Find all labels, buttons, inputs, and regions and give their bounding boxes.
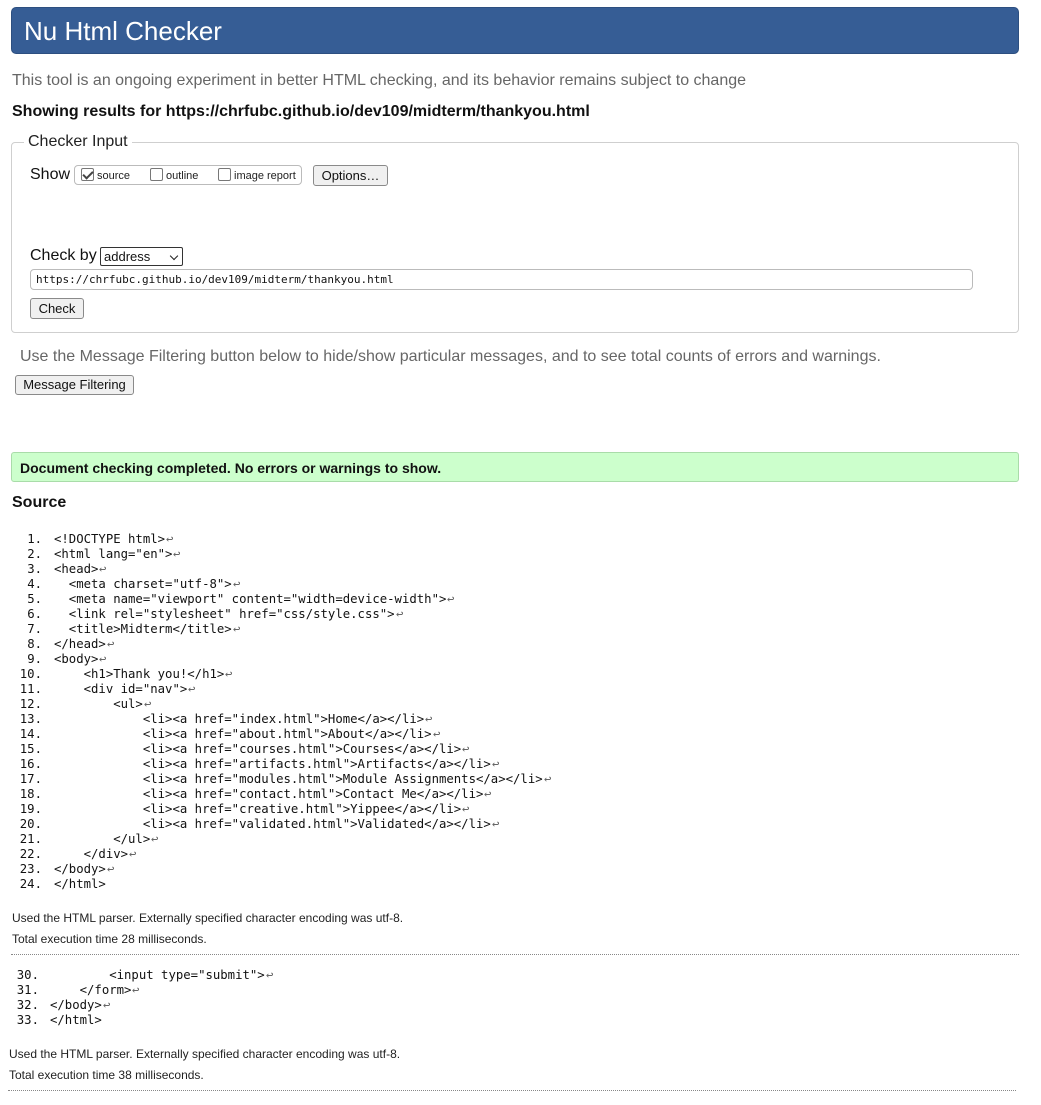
check-by-label: Check by [30, 247, 97, 264]
line-number: 4. [27, 577, 42, 591]
success-message-box [11, 452, 1019, 482]
source-line [0, 637, 700, 652]
line-number: 20. [19, 817, 42, 831]
line-number: 11. [19, 682, 42, 696]
source-line [0, 697, 700, 712]
source-line [0, 862, 700, 877]
results-for-heading: Showing results for https://chrfubc.github.io/dev109/midterm/thankyou.html [12, 103, 590, 120]
source-code-text: <body> [54, 652, 99, 666]
newline-icon: ↩ [266, 968, 274, 982]
source-checkbox[interactable] [81, 168, 94, 181]
newline-icon: ↩ [492, 757, 500, 771]
newline-icon: ↩ [396, 607, 404, 621]
source-line [0, 577, 700, 592]
newline-icon: ↩ [99, 652, 107, 666]
source-line [0, 877, 700, 892]
source-code-text: <ul> [54, 697, 143, 711]
show-options-group [74, 165, 302, 185]
source-code-text: <title>Midterm</title> [54, 622, 232, 636]
source-code-text: <meta name="viewport" content="width=device-width"> [54, 592, 447, 606]
source-code-text: <meta charset="utf-8"> [54, 577, 232, 591]
line-number: 8. [27, 637, 42, 651]
source-code-text: </html> [50, 1013, 102, 1027]
newline-icon: ↩ [544, 772, 552, 786]
source-line [0, 607, 700, 622]
tagline: This tool is an ongoing experiment in better HTML checking, and its behavior remains subject to change [12, 72, 747, 89]
newline-icon: ↩ [188, 682, 196, 696]
check-button[interactable]: Check [30, 298, 84, 319]
source-code-text: </html> [54, 877, 106, 891]
source-code-text: <li><a href="index.html">Home</a></li> [54, 712, 425, 726]
divider [11, 954, 1019, 955]
checker-input-fieldset [11, 133, 1019, 333]
source-checkbox-label[interactable]: source [97, 170, 131, 182]
line-number: 6. [27, 607, 42, 621]
newline-icon: ↩ [233, 622, 241, 636]
source-code-text: <html lang="en"> [54, 547, 173, 561]
source-code-text: <li><a href="contact.html">Contact Me</a></li> [54, 787, 484, 801]
newline-icon: ↩ [425, 712, 433, 726]
newline-icon: ↩ [433, 727, 441, 741]
source-line [0, 532, 700, 547]
newline-icon: ↩ [233, 577, 241, 591]
newline-icon: ↩ [492, 817, 500, 831]
check-by-selected-value: address [104, 249, 151, 264]
line-number: 21. [19, 832, 42, 846]
line-number: 19. [19, 802, 42, 816]
line-number: 3. [27, 562, 42, 576]
success-message: Document checking completed. No errors or warnings to show. [20, 460, 442, 476]
newline-icon: ↩ [462, 802, 470, 816]
newline-icon: ↩ [173, 547, 181, 561]
source-code-text: <head> [54, 562, 99, 576]
line-number: 18. [19, 787, 42, 801]
image-report-checkbox-label[interactable]: image report [234, 170, 296, 182]
newline-icon: ↩ [447, 592, 455, 606]
source-line [0, 802, 700, 817]
url-input[interactable]: https://chrfubc.github.io/dev109/midterm/thankyou.html [30, 269, 973, 290]
divider-secondary [8, 1090, 1016, 1091]
source-line [0, 983, 700, 998]
newline-icon: ↩ [129, 847, 137, 861]
message-filtering-button[interactable]: Message Filtering [15, 375, 134, 395]
source-code-text: </div> [54, 847, 129, 861]
newline-icon: ↩ [151, 832, 159, 846]
source-code-text: <li><a href="creative.html">Yippee</a></li> [54, 802, 462, 816]
source-line [0, 1013, 700, 1028]
line-number: 12. [19, 697, 42, 711]
line-number: 9. [27, 652, 42, 666]
newline-icon: ↩ [462, 742, 470, 756]
newline-icon: ↩ [225, 667, 233, 681]
parser-info-secondary: Used the HTML parser. Externally specified character encoding was utf-8. [9, 1047, 401, 1061]
chevron-down-icon [170, 252, 178, 260]
line-number: 16. [19, 757, 42, 771]
source-line [0, 817, 700, 832]
line-number: 7. [27, 622, 42, 636]
parser-info: Used the HTML parser. Externally specified character encoding was utf-8. [12, 911, 404, 925]
execution-time-secondary: Total execution time 38 milliseconds. [9, 1068, 204, 1082]
line-number: 2. [27, 547, 42, 561]
newline-icon: ↩ [103, 998, 111, 1012]
newline-icon: ↩ [107, 862, 115, 876]
source-line [0, 547, 700, 562]
source-line [0, 622, 700, 637]
line-number: 10. [19, 667, 42, 681]
source-code-text: <input type="submit"> [50, 968, 265, 982]
options-button[interactable]: Options… [313, 165, 388, 186]
source-code-text: </form> [50, 983, 132, 997]
source-code-text: <div id="nav"> [54, 682, 188, 696]
source-line [0, 772, 700, 787]
source-code-text: <h1>Thank you!</h1> [54, 667, 225, 681]
source-line [0, 847, 700, 862]
line-number: 30. [16, 968, 39, 982]
source-line [0, 712, 700, 727]
source-code-text: </head> [54, 637, 106, 651]
source-code-text: <!DOCTYPE html> [54, 532, 166, 546]
source-line [0, 652, 700, 667]
source-code-text: </body> [54, 862, 106, 876]
line-number: 32. [16, 998, 39, 1012]
line-number: 15. [19, 742, 42, 756]
line-number: 1. [27, 532, 42, 546]
source-code-text: </body> [50, 998, 102, 1012]
source-line [0, 682, 700, 697]
source-line [0, 742, 700, 757]
source-line [0, 998, 700, 1013]
source-code-text: <li><a href="about.html">About</a></li> [54, 727, 432, 741]
image-report-checkbox[interactable] [218, 168, 231, 181]
outline-checkbox[interactable] [150, 168, 163, 181]
source-line [0, 757, 700, 772]
source-line [0, 727, 700, 742]
newline-icon: ↩ [132, 983, 140, 997]
message-filtering-note: Use the Message Filtering button below to hide/show particular messages, and to see total counts of errors and warnings. [20, 348, 881, 365]
source-line [0, 667, 700, 682]
line-number: 5. [27, 592, 42, 606]
source-code-text: <li><a href="validated.html">Validated</a></li> [54, 817, 491, 831]
newline-icon: ↩ [484, 787, 492, 801]
source-line [0, 562, 700, 577]
check-by-select[interactable] [100, 247, 183, 266]
line-number: 31. [16, 983, 39, 997]
outline-checkbox-label[interactable]: outline [166, 170, 199, 182]
source-code-text: <li><a href="artifacts.html">Artifacts</a></li> [54, 757, 491, 771]
newline-icon: ↩ [107, 637, 115, 651]
line-number: 14. [19, 727, 42, 741]
source-code-text: <link rel="stylesheet" href="css/style.css"> [54, 607, 395, 621]
execution-time: Total execution time 28 milliseconds. [12, 932, 207, 946]
source-code-text: <li><a href="courses.html">Courses</a></li> [54, 742, 462, 756]
header-banner [11, 7, 1019, 54]
source-line [0, 832, 700, 847]
source-line [0, 787, 700, 802]
show-label: Show [30, 166, 71, 183]
newline-icon: ↩ [99, 562, 107, 576]
source-code-text: </ul> [54, 832, 151, 846]
line-number: 17. [19, 772, 42, 786]
newline-icon: ↩ [166, 532, 174, 546]
line-number: 13. [19, 712, 42, 726]
line-number: 22. [19, 847, 42, 861]
line-number: 24. [19, 877, 42, 891]
source-line [0, 592, 700, 607]
newline-icon: ↩ [144, 697, 152, 711]
source-heading: Source [12, 494, 67, 511]
source-line [0, 968, 700, 983]
page-title: Nu Html Checker [24, 16, 222, 46]
line-number: 33. [16, 1013, 39, 1027]
checker-input-legend: Checker Input [24, 133, 132, 151]
source-code-text: <li><a href="modules.html">Module Assignments</a></li> [54, 772, 543, 786]
line-number: 23. [19, 862, 42, 876]
